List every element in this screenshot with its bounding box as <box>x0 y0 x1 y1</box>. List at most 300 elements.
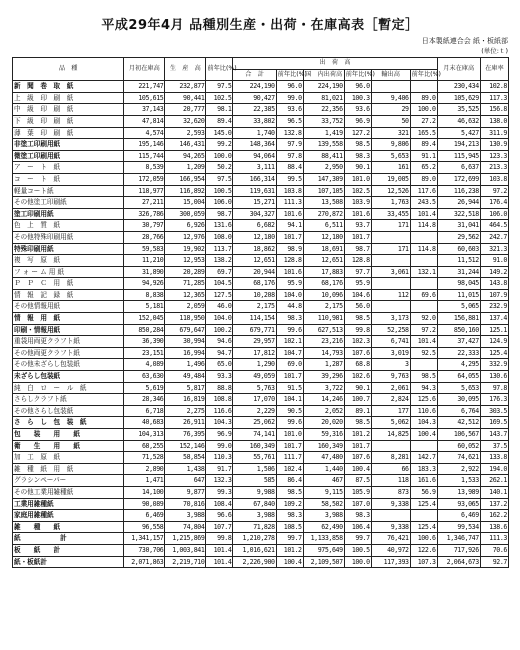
cell-value: 69.0 <box>276 359 303 371</box>
cell-value: 99.0 <box>276 92 303 104</box>
cell-value: 96,558 <box>124 521 165 533</box>
cell-value: 89.1 <box>344 405 371 417</box>
row-label: 塗工印刷用紙 <box>13 208 124 220</box>
cell-value: 86.4 <box>276 475 303 487</box>
cell-value: 74,804 <box>165 521 206 533</box>
row-label: ア ー ト 紙 <box>13 162 124 174</box>
cell-value: 2,059 <box>165 301 206 313</box>
table-row <box>13 440 509 452</box>
cell-value: 91.1 <box>410 150 437 162</box>
cell-value: 65.0 <box>206 359 233 371</box>
cell-value: 88.4 <box>276 162 303 174</box>
cell-value: 108.0 <box>206 231 233 243</box>
cell-value: 31,041 <box>437 220 480 232</box>
cell-value: 98.3 <box>276 313 303 325</box>
cell-value: 111.3 <box>276 197 303 209</box>
cell-value <box>371 255 410 267</box>
cell-value: 139,558 <box>303 139 344 151</box>
row-label: その他両更クラフト紙 <box>13 347 124 359</box>
row-label: 重袋用両更クラフト紙 <box>13 336 124 348</box>
table-row <box>13 486 509 498</box>
table-row <box>13 208 509 220</box>
cell-value: 33,802 <box>233 115 276 127</box>
cell-value <box>371 278 410 290</box>
cell-value: 116,892 <box>165 185 206 197</box>
cell-value: 100.5 <box>344 544 371 556</box>
row-label: 衛 生 用 紙 <box>13 440 124 452</box>
cell-value: 585 <box>233 475 276 487</box>
cell-value: 873 <box>371 486 410 498</box>
cell-value: 99.6 <box>276 324 303 336</box>
cell-value: 97.5 <box>206 81 233 93</box>
cell-value: 467 <box>303 475 344 487</box>
cell-value: 118 <box>371 475 410 487</box>
cell-value: 2,275 <box>165 405 206 417</box>
cell-value: 124.9 <box>480 336 508 348</box>
cell-value: 102.5 <box>206 92 233 104</box>
cell-value: 9,763 <box>371 371 410 383</box>
row-label: 微塗工印刷用紙 <box>13 150 124 162</box>
cell-value: 3,061 <box>371 266 410 278</box>
cell-value <box>410 440 437 452</box>
cell-value: 89.0 <box>410 173 437 185</box>
cell-value: 93.6 <box>276 104 303 116</box>
row-label: 紙 計 <box>13 533 124 545</box>
cell-value: 91.5 <box>276 382 303 394</box>
cell-value: 101.7 <box>276 231 303 243</box>
table-row <box>13 463 509 475</box>
cell-value: 101.6 <box>276 208 303 220</box>
cell-value: 74,621 <box>437 452 480 464</box>
cell-value: 87.5 <box>344 475 371 487</box>
cell-value: 94.3 <box>410 382 437 394</box>
cell-value: 76,421 <box>371 533 410 545</box>
cell-value: 730,706 <box>124 544 165 556</box>
table-row <box>13 510 509 522</box>
row-label: さ ら し 包 装 紙 <box>13 417 124 429</box>
cell-value: 44.8 <box>276 301 303 313</box>
cell-value: 96.6 <box>206 510 233 522</box>
cell-value: 39,296 <box>303 371 344 383</box>
cell-value: 3,173 <box>371 313 410 325</box>
cell-value: 20,944 <box>233 266 276 278</box>
cell-value: 137.2 <box>480 498 508 510</box>
cell-value: 850,160 <box>437 324 480 336</box>
cell-value: 311.9 <box>480 127 508 139</box>
cell-value: 112 <box>371 289 410 301</box>
row-label: 紙・板紙計 <box>13 556 124 568</box>
cell-value: 65.2 <box>410 162 437 174</box>
cell-value: 71,528 <box>124 452 165 464</box>
cell-value: 12,651 <box>233 255 276 267</box>
table-row <box>13 417 509 429</box>
cell-value: 97.5 <box>206 173 233 185</box>
table-row <box>13 359 509 371</box>
cell-value: 17,812 <box>233 347 276 359</box>
cell-value: 99.5 <box>276 173 303 185</box>
cell-value: 81,021 <box>303 92 344 104</box>
cell-value: 143.7 <box>480 429 508 441</box>
cell-value: 100.7 <box>344 394 371 406</box>
cell-value: 161 <box>371 162 410 174</box>
cell-value: 160,349 <box>233 440 276 452</box>
cell-value: 232,877 <box>165 81 206 93</box>
cell-value: 20,289 <box>165 266 206 278</box>
cell-value: 29,562 <box>437 231 480 243</box>
cell-value: 8,281 <box>371 452 410 464</box>
cell-value: 102.1 <box>276 336 303 348</box>
cell-value: 31,244 <box>437 266 480 278</box>
cell-value: 103.8 <box>480 173 508 185</box>
cell-value: 114,154 <box>233 313 276 325</box>
cell-value: 149.2 <box>480 266 508 278</box>
cell-value: 2,109,507 <box>303 556 344 568</box>
cell-value: 101.7 <box>276 371 303 383</box>
cell-value: 100.0 <box>344 556 371 568</box>
cell-value: 647 <box>165 475 206 487</box>
cell-value: 94,064 <box>233 150 276 162</box>
cell-value: 99.7 <box>344 533 371 545</box>
cell-value: 93.6 <box>344 104 371 116</box>
cell-value: 104.6 <box>344 289 371 301</box>
cell-value: 20,020 <box>303 417 344 429</box>
cell-value: 110,981 <box>303 313 344 325</box>
header-shipments: 出 荷 高 <box>233 58 437 70</box>
cell-value: 40,683 <box>124 417 165 429</box>
cell-value: 98.5 <box>276 486 303 498</box>
cell-value: 99.6 <box>276 417 303 429</box>
cell-value: 5,065 <box>437 301 480 313</box>
cell-value: 12,180 <box>233 231 276 243</box>
cell-value: 99.8 <box>206 533 233 545</box>
cell-value: 6,511 <box>303 220 344 232</box>
row-label: 純 白 ロ ー ル 紙 <box>13 382 124 394</box>
table-row <box>13 220 509 232</box>
cell-value: 169.5 <box>480 417 508 429</box>
cell-value: 1,440 <box>303 463 344 475</box>
cell-value: 242.7 <box>480 231 508 243</box>
header-production: 生 産 高 <box>165 58 206 81</box>
cell-value: 90.1 <box>344 382 371 394</box>
cell-value: 101.4 <box>410 336 437 348</box>
cell-value: 68,176 <box>233 278 276 290</box>
cell-value: 2,593 <box>165 127 206 139</box>
cell-value: 12,365 <box>165 289 206 301</box>
cell-value: 106.4 <box>344 521 371 533</box>
row-label: 未ざらし包装紙 <box>13 371 124 383</box>
table-row <box>13 115 509 127</box>
cell-value: 36,390 <box>124 336 165 348</box>
cell-value: 6,469 <box>437 510 480 522</box>
cell-value: 107,105 <box>303 185 344 197</box>
cell-value: 15,271 <box>233 197 276 209</box>
cell-value: 172,699 <box>437 173 480 185</box>
cell-value: 1,763 <box>371 197 410 209</box>
cell-value: 304,327 <box>233 208 276 220</box>
cell-value: 133.8 <box>480 452 508 464</box>
cell-value: 99.8 <box>344 324 371 336</box>
cell-value: 143.8 <box>480 278 508 290</box>
cell-value: 69.6 <box>410 289 437 301</box>
cell-value: 270,872 <box>303 208 344 220</box>
cell-value: 105,615 <box>124 92 165 104</box>
cell-value: 91.0 <box>480 255 508 267</box>
header-end-inventory: 月末在庫高 <box>437 58 480 81</box>
cell-value: 94.6 <box>206 336 233 348</box>
cell-value: 18,862 <box>233 243 276 255</box>
table-row <box>13 81 509 93</box>
cell-value: 243.5 <box>410 197 437 209</box>
cell-value: 101.7 <box>344 231 371 243</box>
cell-value: 71,285 <box>165 278 206 290</box>
cell-value: 176.4 <box>480 197 508 209</box>
cell-value: 102.8 <box>480 81 508 93</box>
cell-value: 104.0 <box>276 289 303 301</box>
cell-value: 131.6 <box>206 220 233 232</box>
cell-value: 101.2 <box>344 429 371 441</box>
table-row <box>13 475 509 487</box>
cell-value: 101.6 <box>344 208 371 220</box>
cell-value: 92.0 <box>410 313 437 325</box>
cell-value: 106.0 <box>480 208 508 220</box>
cell-value: 1,133,858 <box>303 533 344 545</box>
cell-value: 97.8 <box>480 382 508 394</box>
cell-value: 9,338 <box>371 521 410 533</box>
cell-value: 100.6 <box>410 533 437 545</box>
cell-value <box>371 301 410 313</box>
cell-value: 232.9 <box>480 301 508 313</box>
cell-value: 138.6 <box>480 521 508 533</box>
cell-value: 101.2 <box>276 544 303 556</box>
cell-value: 332.9 <box>480 359 508 371</box>
cell-value: 14,825 <box>371 429 410 441</box>
cell-value: 97.2 <box>480 185 508 197</box>
cell-value: 101.7 <box>344 440 371 452</box>
cell-value: 1,533 <box>437 475 480 487</box>
cell-value: 56.9 <box>410 486 437 498</box>
cell-value: 94.7 <box>206 347 233 359</box>
cell-value: 162.2 <box>480 510 508 522</box>
cell-value: 5,817 <box>165 382 206 394</box>
cell-value: 98.1 <box>206 104 233 116</box>
cell-value: 194,213 <box>437 139 480 151</box>
cell-value: 117,393 <box>371 556 410 568</box>
cell-value: 166,954 <box>165 173 206 185</box>
cell-value: 58,502 <box>303 498 344 510</box>
cell-value: 118,977 <box>124 185 165 197</box>
cell-value: 5,763 <box>233 382 276 394</box>
header-total: 合 計 <box>233 69 276 81</box>
cell-value: 94,265 <box>165 150 206 162</box>
cell-value: 108.5 <box>276 521 303 533</box>
cell-value: 1,740 <box>233 127 276 139</box>
cell-value: 224,190 <box>233 81 276 93</box>
cell-value: 12,976 <box>165 231 206 243</box>
cell-value: 117.6 <box>410 185 437 197</box>
cell-value: 95.9 <box>344 278 371 290</box>
cell-value: 93,065 <box>437 498 480 510</box>
cell-value <box>410 81 437 93</box>
cell-value: 28,766 <box>124 231 165 243</box>
cell-value: 132.1 <box>410 266 437 278</box>
cell-value: 42,512 <box>437 417 480 429</box>
cell-value: 99.7 <box>276 533 303 545</box>
table-row <box>13 544 509 556</box>
cell-value: 99,534 <box>437 521 480 533</box>
cell-value: 2,226,900 <box>233 556 276 568</box>
cell-value: 2,175 <box>233 301 276 313</box>
cell-value: 326,786 <box>124 208 165 220</box>
table-row <box>13 382 509 394</box>
cell-value: 47,814 <box>124 115 165 127</box>
cell-value: 18,691 <box>303 243 344 255</box>
cell-value: 98.5 <box>410 371 437 383</box>
cell-value: 96.9 <box>344 115 371 127</box>
cell-value: 50 <box>371 115 410 127</box>
cell-value: 166,314 <box>233 173 276 185</box>
cell-value: 6,637 <box>437 162 480 174</box>
cell-value: 88.8 <box>206 382 233 394</box>
table-row <box>13 104 509 116</box>
cell-value: 89.4 <box>206 115 233 127</box>
cell-value: 96.0 <box>344 81 371 93</box>
row-label: 特殊印刷用紙 <box>13 243 124 255</box>
cell-value: 89.4 <box>410 139 437 151</box>
cell-value: 97.8 <box>276 150 303 162</box>
cell-value: 230,434 <box>437 81 480 93</box>
cell-value: 850,284 <box>124 324 165 336</box>
table-row <box>13 324 509 336</box>
header-export-yoy: 前年比(%) <box>410 69 437 81</box>
cell-value: 49,484 <box>165 371 206 383</box>
cell-value: 66 <box>371 463 410 475</box>
cell-value: 90,441 <box>165 92 206 104</box>
table-row <box>13 266 509 278</box>
cell-value: 113.7 <box>206 243 233 255</box>
header-domestic-yoy: 前年比(%) <box>344 69 371 81</box>
cell-value: 69.7 <box>206 266 233 278</box>
cell-value: 109.2 <box>276 498 303 510</box>
cell-value: 98.5 <box>344 139 371 151</box>
cell-value: 90.5 <box>276 405 303 417</box>
cell-value: 90,427 <box>233 92 276 104</box>
cell-value: 8,838 <box>124 289 165 301</box>
row-label: 新 聞 巻 取 紙 <box>13 81 124 93</box>
table-row <box>13 301 509 313</box>
table-row <box>13 162 509 174</box>
cell-value <box>410 510 437 522</box>
cell-value: 26,944 <box>437 197 480 209</box>
table-row <box>13 243 509 255</box>
cell-value: 2,219,710 <box>165 556 206 568</box>
cell-value: 30,994 <box>165 336 206 348</box>
cell-value: 9,338 <box>371 498 410 510</box>
cell-value: 1,419 <box>303 127 344 139</box>
cell-value: 92.7 <box>480 556 508 568</box>
cell-value: 165.5 <box>410 127 437 139</box>
row-label: その他特殊印刷用紙 <box>13 231 124 243</box>
cell-value: 5,062 <box>371 417 410 429</box>
cell-value: 97.9 <box>276 139 303 151</box>
cell-value: 50.2 <box>206 162 233 174</box>
cell-value: 90.1 <box>344 162 371 174</box>
table-row <box>13 336 509 348</box>
cell-value: 33,455 <box>371 208 410 220</box>
cell-value: 145.0 <box>206 127 233 139</box>
table-row <box>13 313 509 325</box>
cell-value: 123.3 <box>480 150 508 162</box>
header-export: 輸出高 <box>371 69 410 81</box>
cell-value <box>410 359 437 371</box>
cell-value <box>371 231 410 243</box>
cell-value: 2,071,863 <box>124 556 165 568</box>
cell-value: 56.0 <box>344 301 371 313</box>
table-row <box>13 255 509 267</box>
cell-value: 68.8 <box>344 359 371 371</box>
cell-value <box>371 510 410 522</box>
cell-value: 60,052 <box>437 440 480 452</box>
cell-value: 98.5 <box>344 417 371 429</box>
row-label: 印刷・情報用紙 <box>13 324 124 336</box>
cell-value: 97.2 <box>410 324 437 336</box>
cell-value: 55,761 <box>233 452 276 464</box>
cell-value: 110.6 <box>410 405 437 417</box>
cell-value: 3,988 <box>303 510 344 522</box>
cell-value: 96.0 <box>276 81 303 93</box>
cell-value: 71,828 <box>233 521 276 533</box>
cell-value: 4,295 <box>437 359 480 371</box>
table-row <box>13 394 509 406</box>
cell-value: 6,741 <box>371 336 410 348</box>
row-label: 工業用雑種紙 <box>13 498 124 510</box>
cell-value: 107.7 <box>206 521 233 533</box>
cell-value: 5,619 <box>124 382 165 394</box>
cell-value: 152,045 <box>124 313 165 325</box>
cell-value: 63,630 <box>124 371 165 383</box>
cell-value: 98,045 <box>437 278 480 290</box>
row-label: 情 報 記 録 紙 <box>13 289 124 301</box>
cell-value: 10,208 <box>233 289 276 301</box>
cell-value: 93.7 <box>344 220 371 232</box>
cell-value: 97.7 <box>344 266 371 278</box>
row-label: 下 級 印 刷 紙 <box>13 115 124 127</box>
cell-value: 40,972 <box>371 544 410 556</box>
cell-value: 322,518 <box>437 208 480 220</box>
cell-value: 100.0 <box>410 104 437 116</box>
cell-value: 70.6 <box>480 544 508 556</box>
cell-value: 52,258 <box>371 324 410 336</box>
cell-value: 101.0 <box>344 173 371 185</box>
cell-value: 1,506 <box>233 463 276 475</box>
cell-value: 105,629 <box>437 92 480 104</box>
cell-value: 2,824 <box>371 394 410 406</box>
cell-value: 22,385 <box>233 104 276 116</box>
row-label: グラシンペーパー <box>13 475 124 487</box>
cell-value: 102.5 <box>344 185 371 197</box>
cell-value: 94.1 <box>276 220 303 232</box>
row-label: 上 級 印 刷 紙 <box>13 92 124 104</box>
cell-value: 98.9 <box>276 243 303 255</box>
cell-value: 125.1 <box>480 324 508 336</box>
cell-value: 102.6 <box>344 371 371 383</box>
cell-value: 122.6 <box>410 544 437 556</box>
table-row <box>13 127 509 139</box>
cell-value: 27.2 <box>410 115 437 127</box>
cell-value: 2,890 <box>124 463 165 475</box>
cell-value: 156,881 <box>437 313 480 325</box>
cell-value: 303.5 <box>480 405 508 417</box>
cell-value: 108.8 <box>206 394 233 406</box>
